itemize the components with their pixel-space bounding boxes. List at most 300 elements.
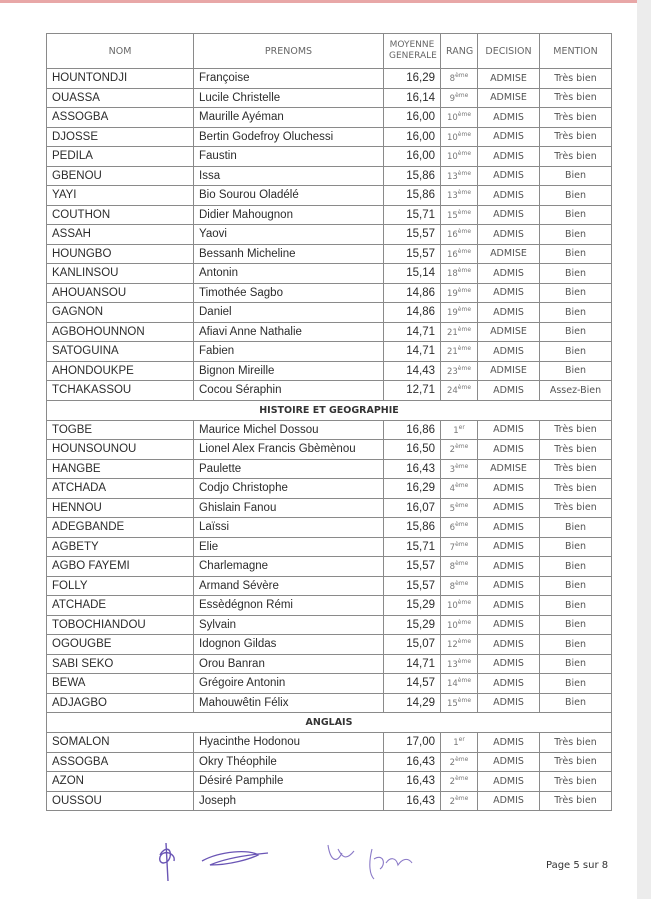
cell-nom: ATCHADA bbox=[47, 479, 194, 499]
cell-rang bbox=[441, 264, 478, 284]
cell-nom: COUTHON bbox=[47, 205, 194, 225]
rang-number: 19 bbox=[446, 288, 458, 299]
cell-rang bbox=[441, 440, 478, 460]
cell-decision: ADMIS bbox=[478, 420, 540, 440]
cell-moyenne: 16,07 bbox=[384, 498, 441, 518]
rang-suffix: ème bbox=[457, 384, 472, 392]
cell-nom: TCHAKASSOU bbox=[47, 381, 194, 401]
cell-moyenne: 14,71 bbox=[384, 322, 441, 342]
cell-nom: PEDILA bbox=[47, 147, 194, 167]
cell-moyenne: 15,29 bbox=[384, 615, 441, 635]
cell-mention: Très bien bbox=[540, 498, 612, 518]
rang-number: 23 bbox=[446, 366, 458, 377]
rang-suffix: ème bbox=[457, 247, 472, 255]
cell-mention: Très bien bbox=[540, 420, 612, 440]
table-row bbox=[47, 772, 612, 792]
cell-mention: Bien bbox=[540, 166, 612, 186]
cell-prenoms: Afiavi Anne Nathalie bbox=[194, 322, 384, 342]
cell-decision: ADMIS bbox=[478, 537, 540, 557]
cell-decision: ADMIS bbox=[478, 186, 540, 206]
rang-suffix: ème bbox=[455, 794, 469, 802]
rang-suffix: er bbox=[458, 736, 465, 744]
table-row bbox=[47, 440, 612, 460]
cell-rang bbox=[441, 166, 478, 186]
rang-suffix: ème bbox=[455, 501, 469, 509]
rang-number: 21 bbox=[446, 327, 458, 338]
rang-number: 9 bbox=[449, 93, 456, 104]
rang-suffix: ème bbox=[457, 638, 472, 646]
cell-moyenne: 16,14 bbox=[384, 88, 441, 108]
cell-decision: ADMIS bbox=[478, 108, 540, 128]
cell-rang bbox=[441, 537, 478, 557]
cell-rang bbox=[441, 186, 478, 206]
table-row bbox=[47, 264, 612, 284]
rang-suffix: ème bbox=[457, 618, 472, 626]
cell-rang bbox=[441, 108, 478, 128]
cell-mention: Bien bbox=[540, 283, 612, 303]
rang-number: 19 bbox=[446, 308, 458, 319]
cell-nom: ADEGBANDE bbox=[47, 518, 194, 538]
cell-nom: HOUNGBO bbox=[47, 244, 194, 264]
cell-prenoms: Françoise bbox=[194, 69, 384, 89]
rang-suffix: ème bbox=[457, 345, 472, 353]
cell-nom: OUSSOU bbox=[47, 791, 194, 811]
rang-suffix: ème bbox=[455, 579, 469, 587]
rang-suffix: ème bbox=[455, 775, 469, 783]
table-row bbox=[47, 303, 612, 323]
cell-prenoms: Désiré Pamphile bbox=[194, 772, 384, 792]
cell-mention: Très bien bbox=[540, 459, 612, 479]
cell-mention: Bien bbox=[540, 361, 612, 381]
cell-nom: ATCHADE bbox=[47, 596, 194, 616]
rang-suffix: ème bbox=[455, 72, 469, 80]
cell-mention: Bien bbox=[540, 205, 612, 225]
table-row bbox=[47, 674, 612, 694]
rang-number: 8 bbox=[449, 581, 456, 592]
cell-moyenne: 14,57 bbox=[384, 674, 441, 694]
cell-decision: ADMISE bbox=[478, 88, 540, 108]
cell-prenoms: Bio Sourou Oladélé bbox=[194, 186, 384, 206]
results-table bbox=[46, 33, 612, 811]
cell-prenoms: Daniel bbox=[194, 303, 384, 323]
cell-nom: BEWA bbox=[47, 674, 194, 694]
cell-prenoms: Orou Banran bbox=[194, 654, 384, 674]
cell-mention: Très bien bbox=[540, 108, 612, 128]
table-row bbox=[47, 381, 612, 401]
cell-decision: ADMIS bbox=[478, 342, 540, 362]
cell-rang bbox=[441, 420, 478, 440]
cell-decision: ADMIS bbox=[478, 674, 540, 694]
cell-rang bbox=[441, 381, 478, 401]
table-row bbox=[47, 635, 612, 655]
rang-suffix: ème bbox=[455, 462, 469, 470]
cell-moyenne: 15,14 bbox=[384, 264, 441, 284]
rang-suffix: ème bbox=[455, 540, 469, 548]
rang-suffix: ème bbox=[457, 130, 472, 138]
cell-mention: Très bien bbox=[540, 791, 612, 811]
cell-mention: Très bien bbox=[540, 733, 612, 753]
cell-nom: OGOUGBE bbox=[47, 635, 194, 655]
cell-decision: ADMIS bbox=[478, 615, 540, 635]
header-moyenne-line2: GENERALE bbox=[389, 51, 437, 61]
cell-moyenne: 15,57 bbox=[384, 557, 441, 577]
cell-rang bbox=[441, 459, 478, 479]
cell-moyenne: 15,86 bbox=[384, 166, 441, 186]
cell-mention: Très bien bbox=[540, 69, 612, 89]
rang-number: 1 bbox=[453, 425, 459, 436]
cell-moyenne: 15,71 bbox=[384, 537, 441, 557]
cell-rang bbox=[441, 772, 478, 792]
cell-rang bbox=[441, 205, 478, 225]
cell-moyenne: 14,71 bbox=[384, 654, 441, 674]
table-row bbox=[47, 322, 612, 342]
rang-number: 7 bbox=[449, 542, 456, 553]
table-row bbox=[47, 791, 612, 811]
rang-suffix: ème bbox=[457, 208, 472, 216]
cell-moyenne: 14,71 bbox=[384, 342, 441, 362]
cell-nom: KANLINSOU bbox=[47, 264, 194, 284]
cell-mention: Bien bbox=[540, 674, 612, 694]
cell-moyenne: 14,86 bbox=[384, 283, 441, 303]
header-rang: RANG bbox=[441, 34, 478, 69]
cell-nom: HANGBE bbox=[47, 459, 194, 479]
cell-rang bbox=[441, 596, 478, 616]
cell-nom: HOUNSOUNOU bbox=[47, 440, 194, 460]
table-row bbox=[47, 88, 612, 108]
cell-mention: Très bien bbox=[540, 479, 612, 499]
cell-moyenne: 16,00 bbox=[384, 127, 441, 147]
cell-prenoms: Armand Sévère bbox=[194, 576, 384, 596]
table-row bbox=[47, 518, 612, 538]
cell-prenoms: Maurice Michel Dossou bbox=[194, 420, 384, 440]
table-row bbox=[47, 205, 612, 225]
table-row bbox=[47, 420, 612, 440]
header-moyenne-line1: MOYENNE bbox=[389, 40, 435, 50]
table-row bbox=[47, 127, 612, 147]
rang-number: 16 bbox=[446, 249, 458, 260]
cell-decision: ADMIS bbox=[478, 166, 540, 186]
cell-prenoms: Grégoire Antonin bbox=[194, 674, 384, 694]
cell-nom: ADJAGBO bbox=[47, 693, 194, 713]
cell-mention: Bien bbox=[540, 186, 612, 206]
rang-suffix: ème bbox=[457, 325, 472, 333]
table-row bbox=[47, 459, 612, 479]
cell-rang bbox=[441, 518, 478, 538]
cell-mention: Bien bbox=[540, 596, 612, 616]
rang-suffix: ème bbox=[455, 482, 469, 490]
cell-moyenne: 16,00 bbox=[384, 108, 441, 128]
rang-suffix: ème bbox=[457, 228, 472, 236]
cell-prenoms: Bignon Mireille bbox=[194, 361, 384, 381]
signature-3 bbox=[328, 845, 354, 859]
cell-mention: Bien bbox=[540, 615, 612, 635]
rang-number: 8 bbox=[449, 562, 456, 573]
rang-number: 10 bbox=[446, 113, 458, 124]
header-prenoms: PRENOMS bbox=[194, 34, 384, 69]
cell-rang bbox=[441, 693, 478, 713]
rang-number: 4 bbox=[449, 484, 456, 495]
rang-suffix: ème bbox=[457, 696, 472, 704]
cell-rang bbox=[441, 127, 478, 147]
cell-decision: ADMISE bbox=[478, 459, 540, 479]
rang-number: 5 bbox=[449, 503, 456, 514]
cell-decision: ADMIS bbox=[478, 205, 540, 225]
cell-nom: AGBO FAYEMI bbox=[47, 557, 194, 577]
table-row bbox=[47, 752, 612, 772]
signature-4 bbox=[370, 849, 412, 879]
cell-prenoms: Maurille Ayéman bbox=[194, 108, 384, 128]
cell-nom: TOBOCHIANDOU bbox=[47, 615, 194, 635]
cell-moyenne: 15,57 bbox=[384, 244, 441, 264]
cell-prenoms: Issa bbox=[194, 166, 384, 186]
cell-rang bbox=[441, 479, 478, 499]
cell-moyenne: 16,43 bbox=[384, 752, 441, 772]
rang-suffix: ème bbox=[457, 111, 472, 119]
cell-moyenne: 15,57 bbox=[384, 576, 441, 596]
cell-nom: ASSOGBA bbox=[47, 752, 194, 772]
cell-prenoms: Idognon Gildas bbox=[194, 635, 384, 655]
viewer-scrollbar-track[interactable] bbox=[637, 0, 651, 899]
cell-moyenne: 15,57 bbox=[384, 225, 441, 245]
rang-suffix: ème bbox=[457, 267, 472, 275]
cell-nom: AGBETY bbox=[47, 537, 194, 557]
cell-prenoms: Didier Mahougnon bbox=[194, 205, 384, 225]
cell-rang bbox=[441, 225, 478, 245]
cell-prenoms: Yaovi bbox=[194, 225, 384, 245]
cell-prenoms: Charlemagne bbox=[194, 557, 384, 577]
cell-rang bbox=[441, 361, 478, 381]
cell-nom: TOGBE bbox=[47, 420, 194, 440]
cell-mention: Bien bbox=[540, 322, 612, 342]
rang-number: 13 bbox=[446, 659, 458, 670]
table-row bbox=[47, 342, 612, 362]
cell-nom: AZON bbox=[47, 772, 194, 792]
cell-prenoms: Antonin bbox=[194, 264, 384, 284]
cell-decision: ADMIS bbox=[478, 752, 540, 772]
cell-nom: GAGNON bbox=[47, 303, 194, 323]
section-header-row bbox=[47, 713, 612, 733]
signature-2 bbox=[202, 852, 268, 865]
table-row bbox=[47, 693, 612, 713]
cell-nom: AHOUANSOU bbox=[47, 283, 194, 303]
cell-decision: ADMIS bbox=[478, 303, 540, 323]
cell-prenoms: Ghislain Fanou bbox=[194, 498, 384, 518]
rang-suffix: ème bbox=[455, 91, 469, 99]
cell-decision: ADMIS bbox=[478, 654, 540, 674]
cell-rang bbox=[441, 752, 478, 772]
table-row bbox=[47, 186, 612, 206]
table-row bbox=[47, 654, 612, 674]
cell-mention: Bien bbox=[540, 342, 612, 362]
rang-number: 2 bbox=[449, 777, 456, 788]
table-row bbox=[47, 244, 612, 264]
cell-moyenne: 15,29 bbox=[384, 596, 441, 616]
cell-prenoms: Paulette bbox=[194, 459, 384, 479]
cell-decision: ADMIS bbox=[478, 693, 540, 713]
cell-moyenne: 15,07 bbox=[384, 635, 441, 655]
cell-moyenne: 16,43 bbox=[384, 459, 441, 479]
rang-suffix: ème bbox=[457, 169, 472, 177]
cell-prenoms: Cocou Séraphin bbox=[194, 381, 384, 401]
cell-moyenne: 14,86 bbox=[384, 303, 441, 323]
cell-nom: SATOGUINA bbox=[47, 342, 194, 362]
table-row bbox=[47, 537, 612, 557]
cell-prenoms: Hyacinthe Hodonou bbox=[194, 733, 384, 753]
table-row bbox=[47, 615, 612, 635]
cell-moyenne: 15,71 bbox=[384, 205, 441, 225]
rang-number: 10 bbox=[446, 620, 458, 631]
table-row bbox=[47, 225, 612, 245]
cell-prenoms: Faustin bbox=[194, 147, 384, 167]
rang-suffix: ème bbox=[457, 189, 472, 197]
cell-mention: Bien bbox=[540, 244, 612, 264]
cell-mention: Très bien bbox=[540, 147, 612, 167]
cell-mention: Bien bbox=[540, 557, 612, 577]
cell-mention: Bien bbox=[540, 225, 612, 245]
cell-moyenne: 15,86 bbox=[384, 186, 441, 206]
cell-decision: ADMIS bbox=[478, 791, 540, 811]
rang-suffix: ème bbox=[457, 657, 472, 665]
rang-number: 2 bbox=[449, 445, 456, 456]
cell-decision: ADMIS bbox=[478, 381, 540, 401]
header-decision: DECISION bbox=[478, 34, 540, 69]
rang-suffix: ème bbox=[455, 755, 469, 763]
cell-rang bbox=[441, 615, 478, 635]
cell-moyenne: 17,00 bbox=[384, 733, 441, 753]
cell-decision: ADMIS bbox=[478, 264, 540, 284]
rang-suffix: ème bbox=[457, 286, 472, 294]
cell-prenoms: Mahouwêtin Félix bbox=[194, 693, 384, 713]
cell-nom: HOUNTONDJI bbox=[47, 69, 194, 89]
rang-number: 3 bbox=[449, 464, 456, 475]
cell-prenoms: Essèdégnon Rémi bbox=[194, 596, 384, 616]
cell-nom: AGBOHOUNNON bbox=[47, 322, 194, 342]
cell-rang bbox=[441, 635, 478, 655]
signature-1 bbox=[160, 843, 174, 881]
rang-number: 12 bbox=[446, 640, 458, 651]
cell-rang bbox=[441, 674, 478, 694]
cell-rang bbox=[441, 283, 478, 303]
cell-decision: ADMIS bbox=[478, 127, 540, 147]
cell-mention: Très bien bbox=[540, 772, 612, 792]
rang-number: 2 bbox=[449, 796, 456, 807]
rang-suffix: er bbox=[458, 423, 465, 431]
rang-number: 13 bbox=[446, 191, 458, 202]
table-row bbox=[47, 361, 612, 381]
cell-nom: ASSAH bbox=[47, 225, 194, 245]
cell-decision: ADMIS bbox=[478, 440, 540, 460]
cell-rang bbox=[441, 576, 478, 596]
cell-nom: DJOSSE bbox=[47, 127, 194, 147]
rang-number: 10 bbox=[446, 152, 458, 163]
rang-number: 10 bbox=[446, 601, 458, 612]
table-row bbox=[47, 479, 612, 499]
cell-moyenne: 16,50 bbox=[384, 440, 441, 460]
table-row bbox=[47, 69, 612, 89]
cell-rang bbox=[441, 69, 478, 89]
cell-decision: ADMISE bbox=[478, 322, 540, 342]
cell-mention: Bien bbox=[540, 303, 612, 323]
cell-nom: AHONDOUKPE bbox=[47, 361, 194, 381]
cell-decision: ADMIS bbox=[478, 479, 540, 499]
cell-prenoms: Elie bbox=[194, 537, 384, 557]
rang-number: 14 bbox=[446, 679, 458, 690]
section-header-row bbox=[47, 400, 612, 420]
rang-suffix: ème bbox=[457, 364, 472, 372]
cell-moyenne: 16,29 bbox=[384, 69, 441, 89]
cell-rang bbox=[441, 342, 478, 362]
cell-rang bbox=[441, 557, 478, 577]
cell-moyenne: 16,29 bbox=[384, 479, 441, 499]
cell-decision: ADMIS bbox=[478, 225, 540, 245]
cell-decision: ADMISE bbox=[478, 69, 540, 89]
cell-moyenne: 16,43 bbox=[384, 772, 441, 792]
cell-mention: Bien bbox=[540, 264, 612, 284]
rang-suffix: ème bbox=[457, 150, 472, 158]
cell-mention: Bien bbox=[540, 635, 612, 655]
cell-mention: Très bien bbox=[540, 127, 612, 147]
cell-prenoms: Okry Théophile bbox=[194, 752, 384, 772]
cell-mention: Très bien bbox=[540, 440, 612, 460]
table-row bbox=[47, 166, 612, 186]
cell-nom: GBENOU bbox=[47, 166, 194, 186]
rang-number: 13 bbox=[446, 171, 458, 182]
cell-nom: ASSOGBA bbox=[47, 108, 194, 128]
table-body bbox=[47, 69, 612, 811]
cell-decision: ADMISE bbox=[478, 361, 540, 381]
header-mention: MENTION bbox=[540, 34, 612, 69]
rang-suffix: ème bbox=[457, 677, 472, 685]
cell-rang bbox=[441, 147, 478, 167]
header-nom: NOM bbox=[47, 34, 194, 69]
page-number: Page 5 sur 8 bbox=[546, 860, 609, 871]
table-row bbox=[47, 596, 612, 616]
cell-mention: Très bien bbox=[540, 88, 612, 108]
rang-number: 21 bbox=[446, 347, 458, 358]
cell-moyenne: 14,43 bbox=[384, 361, 441, 381]
rang-number: 16 bbox=[446, 230, 458, 241]
cell-mention: Bien bbox=[540, 693, 612, 713]
cell-moyenne: 14,29 bbox=[384, 693, 441, 713]
rang-suffix: ème bbox=[457, 306, 472, 314]
rang-suffix: ème bbox=[457, 599, 472, 607]
cell-mention: Bien bbox=[540, 654, 612, 674]
cell-moyenne: 16,43 bbox=[384, 791, 441, 811]
cell-decision: ADMIS bbox=[478, 772, 540, 792]
cell-decision: ADMIS bbox=[478, 283, 540, 303]
cell-nom: HENNOU bbox=[47, 498, 194, 518]
rang-number: 6 bbox=[449, 523, 456, 534]
cell-rang bbox=[441, 733, 478, 753]
cell-moyenne: 16,86 bbox=[384, 420, 441, 440]
cell-decision: ADMIS bbox=[478, 557, 540, 577]
table-row bbox=[47, 557, 612, 577]
cell-rang bbox=[441, 244, 478, 264]
cell-prenoms: Codjo Christophe bbox=[194, 479, 384, 499]
cell-moyenne: 15,86 bbox=[384, 518, 441, 538]
cell-nom: SABI SEKO bbox=[47, 654, 194, 674]
cell-prenoms: Joseph bbox=[194, 791, 384, 811]
section-title: ANGLAIS bbox=[47, 713, 612, 733]
rang-number: 1 bbox=[453, 738, 459, 749]
cell-decision: ADMIS bbox=[478, 498, 540, 518]
cell-prenoms: Lionel Alex Francis Gbèmènou bbox=[194, 440, 384, 460]
rang-suffix: ème bbox=[455, 521, 469, 529]
cell-rang bbox=[441, 498, 478, 518]
cell-decision: ADMIS bbox=[478, 518, 540, 538]
cell-prenoms: Sylvain bbox=[194, 615, 384, 635]
handwritten-signatures bbox=[150, 835, 470, 885]
